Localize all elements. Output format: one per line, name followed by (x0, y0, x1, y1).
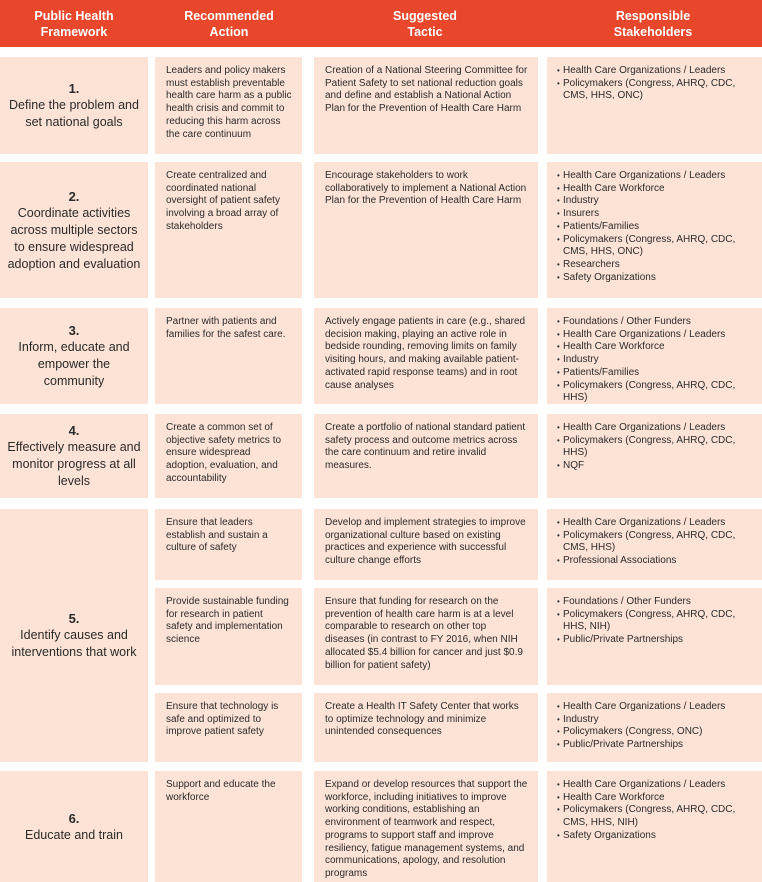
stakeholder-item: • Policymakers (Congress, AHRQ, CDC, CMS, HHS, NIH) (559, 804, 756, 829)
stakeholder-item: • Policymakers (Congress, AHRQ, CDC, CMS, HHS, ONC) (559, 78, 756, 103)
stakeholder-item: • Industry (559, 354, 756, 367)
stakeholder-item: • Health Care Workforce (559, 792, 756, 805)
stakeholder-item: • Industry (559, 195, 756, 208)
stakeholder-item: • Foundations / Other Funders (559, 596, 756, 609)
header-framework: Public Health Framework (34, 8, 114, 39)
stakeholder-item: • Policymakers (Congress, AHRQ, CDC, HHS, NIH) (559, 609, 756, 634)
tactic-cell: Create a Health IT Safety Center that works to optimize technology and minimize unintended consequences (314, 693, 538, 762)
step-number: 6. (68, 810, 80, 826)
step-number: 1. (68, 81, 80, 96)
framework-cell (0, 308, 148, 404)
tactic-cell: Ensure that funding for research on the prevention of health care harm is at a level comparable to research on other top diseases (in contrast to FY 2016, when NIH allocated $5.4 billion for cancer and just $0.9 billion for patient safety) (314, 588, 538, 685)
stakeholder-list (547, 693, 762, 756)
stakeholder-item: • Health Care Organizations / Leaders (559, 779, 756, 792)
stakeholder-item: • Researchers (559, 259, 756, 272)
action-cell: Ensure that technology is safe and optimized to improve patient safety (155, 693, 302, 762)
stakeholder-item: • Policymakers (Congress, AHRQ, CDC, CMS, HHS) (559, 530, 756, 555)
stakeholder-item: • Safety Organizations (559, 272, 756, 285)
stakeholder-item: • Patients/Families (559, 367, 756, 380)
stakeholder-item: • Public/Private Partnerships (559, 739, 756, 752)
header-action: Recommended Action (184, 8, 274, 39)
header-stakeholders: Responsible Stakeholders (613, 8, 693, 39)
stakeholders-cell (547, 588, 762, 685)
stakeholder-item: • Policymakers (Congress, AHRQ, CDC, CMS, HHS, ONC) (559, 234, 756, 259)
framework-label: Inform, educate and empower the community (18, 340, 130, 388)
tactic-cell: Develop and implement strategies to improve organizational culture based on existing practices and experience with successful culture change efforts (314, 509, 538, 580)
stakeholders-cell (547, 414, 762, 498)
framework-label: Identify causes and interventions that work (11, 628, 137, 659)
stakeholder-item: • Health Care Workforce (559, 341, 756, 354)
stakeholder-item: • Health Care Organizations / Leaders (559, 422, 756, 435)
action-cell: Partner with patients and families for the safest care. (155, 308, 302, 404)
stakeholder-list (547, 162, 762, 288)
stakeholder-item: • Health Care Organizations / Leaders (559, 170, 756, 183)
stakeholder-list (547, 588, 762, 651)
tactic-cell: Expand or develop resources that support the workforce, including initiatives to improve working conditions, establishing an environment of teamwork and respect, programs to support staff and improve resiliency, fatigue management systems, and communications, apology, and resolution programs (314, 771, 538, 882)
stakeholder-list (547, 509, 762, 572)
framework-label: Educate and train (25, 827, 123, 842)
tactic-cell: Create a portfolio of national standard patient safety process and outcome metrics across the care continuum and retire invalid measures. (314, 414, 538, 498)
framework-cell (0, 162, 148, 298)
step-number: 4. (68, 423, 80, 438)
stakeholder-item: • Industry (559, 714, 756, 727)
tactic-cell: Encourage stakeholders to work collaboratively to implement a National Action Plan for the Prevention of Health Care Harm (314, 162, 538, 298)
action-cell: Ensure that leaders establish and sustain a culture of safety (155, 509, 302, 580)
action-cell: Create a common set of objective safety metrics to ensure widespread adoption, evaluation, and accountability (155, 414, 302, 498)
tactic-cell: Creation of a National Steering Committee for Patient Safety to set national reduction goals and define and establish a National Action Plan for the Prevention of Health Care Harm (314, 57, 538, 154)
framework-label: Coordinate activities across multiple sectors to ensure widespread adoption and evaluation (7, 205, 141, 271)
stakeholder-item: • Health Care Organizations / Leaders (559, 329, 756, 342)
stakeholders-cell (547, 509, 762, 580)
action-cell: Support and educate the workforce (155, 771, 302, 882)
stakeholder-list (547, 414, 762, 477)
framework-cell (0, 509, 148, 762)
tactic-cell: Actively engage patients in care (e.g., shared decision making, playing an active role in bedside rounding, removing limits on family visiting hours, and making available patient-activated rapid response teams) and in root cause analyses (314, 308, 538, 404)
stakeholder-list (547, 771, 762, 847)
stakeholder-item: • Health Care Workforce (559, 183, 756, 196)
framework-cell (0, 414, 148, 498)
header-tactic: Suggested Tactic (393, 8, 457, 39)
action-cell: Leaders and policy makers must establish preventable health care harm as a public health crisis and commit to reducing this harm across the care continuum (155, 57, 302, 154)
stakeholders-cell (547, 771, 762, 882)
stakeholder-list (547, 57, 762, 107)
stakeholder-item: • Foundations / Other Funders (559, 316, 756, 329)
framework-label: Effectively measure and monitor progress at all levels (7, 440, 141, 488)
stakeholder-item: • NQF (559, 460, 756, 473)
stakeholders-cell (547, 162, 762, 298)
action-cell: Provide sustainable funding for research in patient safety and implementation science (155, 588, 302, 685)
stakeholder-item: • Insurers (559, 208, 756, 221)
stakeholder-item: • Health Care Organizations / Leaders (559, 701, 756, 714)
table-header (0, 0, 762, 47)
stakeholder-list (547, 308, 762, 409)
stakeholders-cell (547, 693, 762, 762)
step-number: 5. (68, 611, 80, 626)
stakeholder-item: • Professional Associations (559, 555, 756, 568)
framework-cell (0, 771, 148, 882)
framework-label: Define the problem and set national goals (9, 98, 139, 129)
step-number: 2. (68, 188, 80, 204)
stakeholder-item: • Health Care Organizations / Leaders (559, 517, 756, 530)
stakeholders-cell (547, 308, 762, 404)
stakeholders-cell (547, 57, 762, 154)
stakeholder-item: • Policymakers (Congress, AHRQ, CDC, HHS) (559, 435, 756, 460)
framework-cell (0, 57, 148, 154)
stakeholder-item: • Health Care Organizations / Leaders (559, 65, 756, 78)
stakeholder-item: • Policymakers (Congress, ONC) (559, 726, 756, 739)
action-cell: Create centralized and coordinated national oversight of patient safety involving a broad array of stakeholders (155, 162, 302, 298)
step-number: 3. (68, 323, 80, 338)
stakeholder-item: • Safety Organizations (559, 830, 756, 843)
stakeholder-item: • Policymakers (Congress, AHRQ, CDC, HHS) (559, 380, 756, 405)
stakeholder-item: • Patients/Families (559, 221, 756, 234)
stakeholder-item: • Public/Private Partnerships (559, 634, 756, 647)
